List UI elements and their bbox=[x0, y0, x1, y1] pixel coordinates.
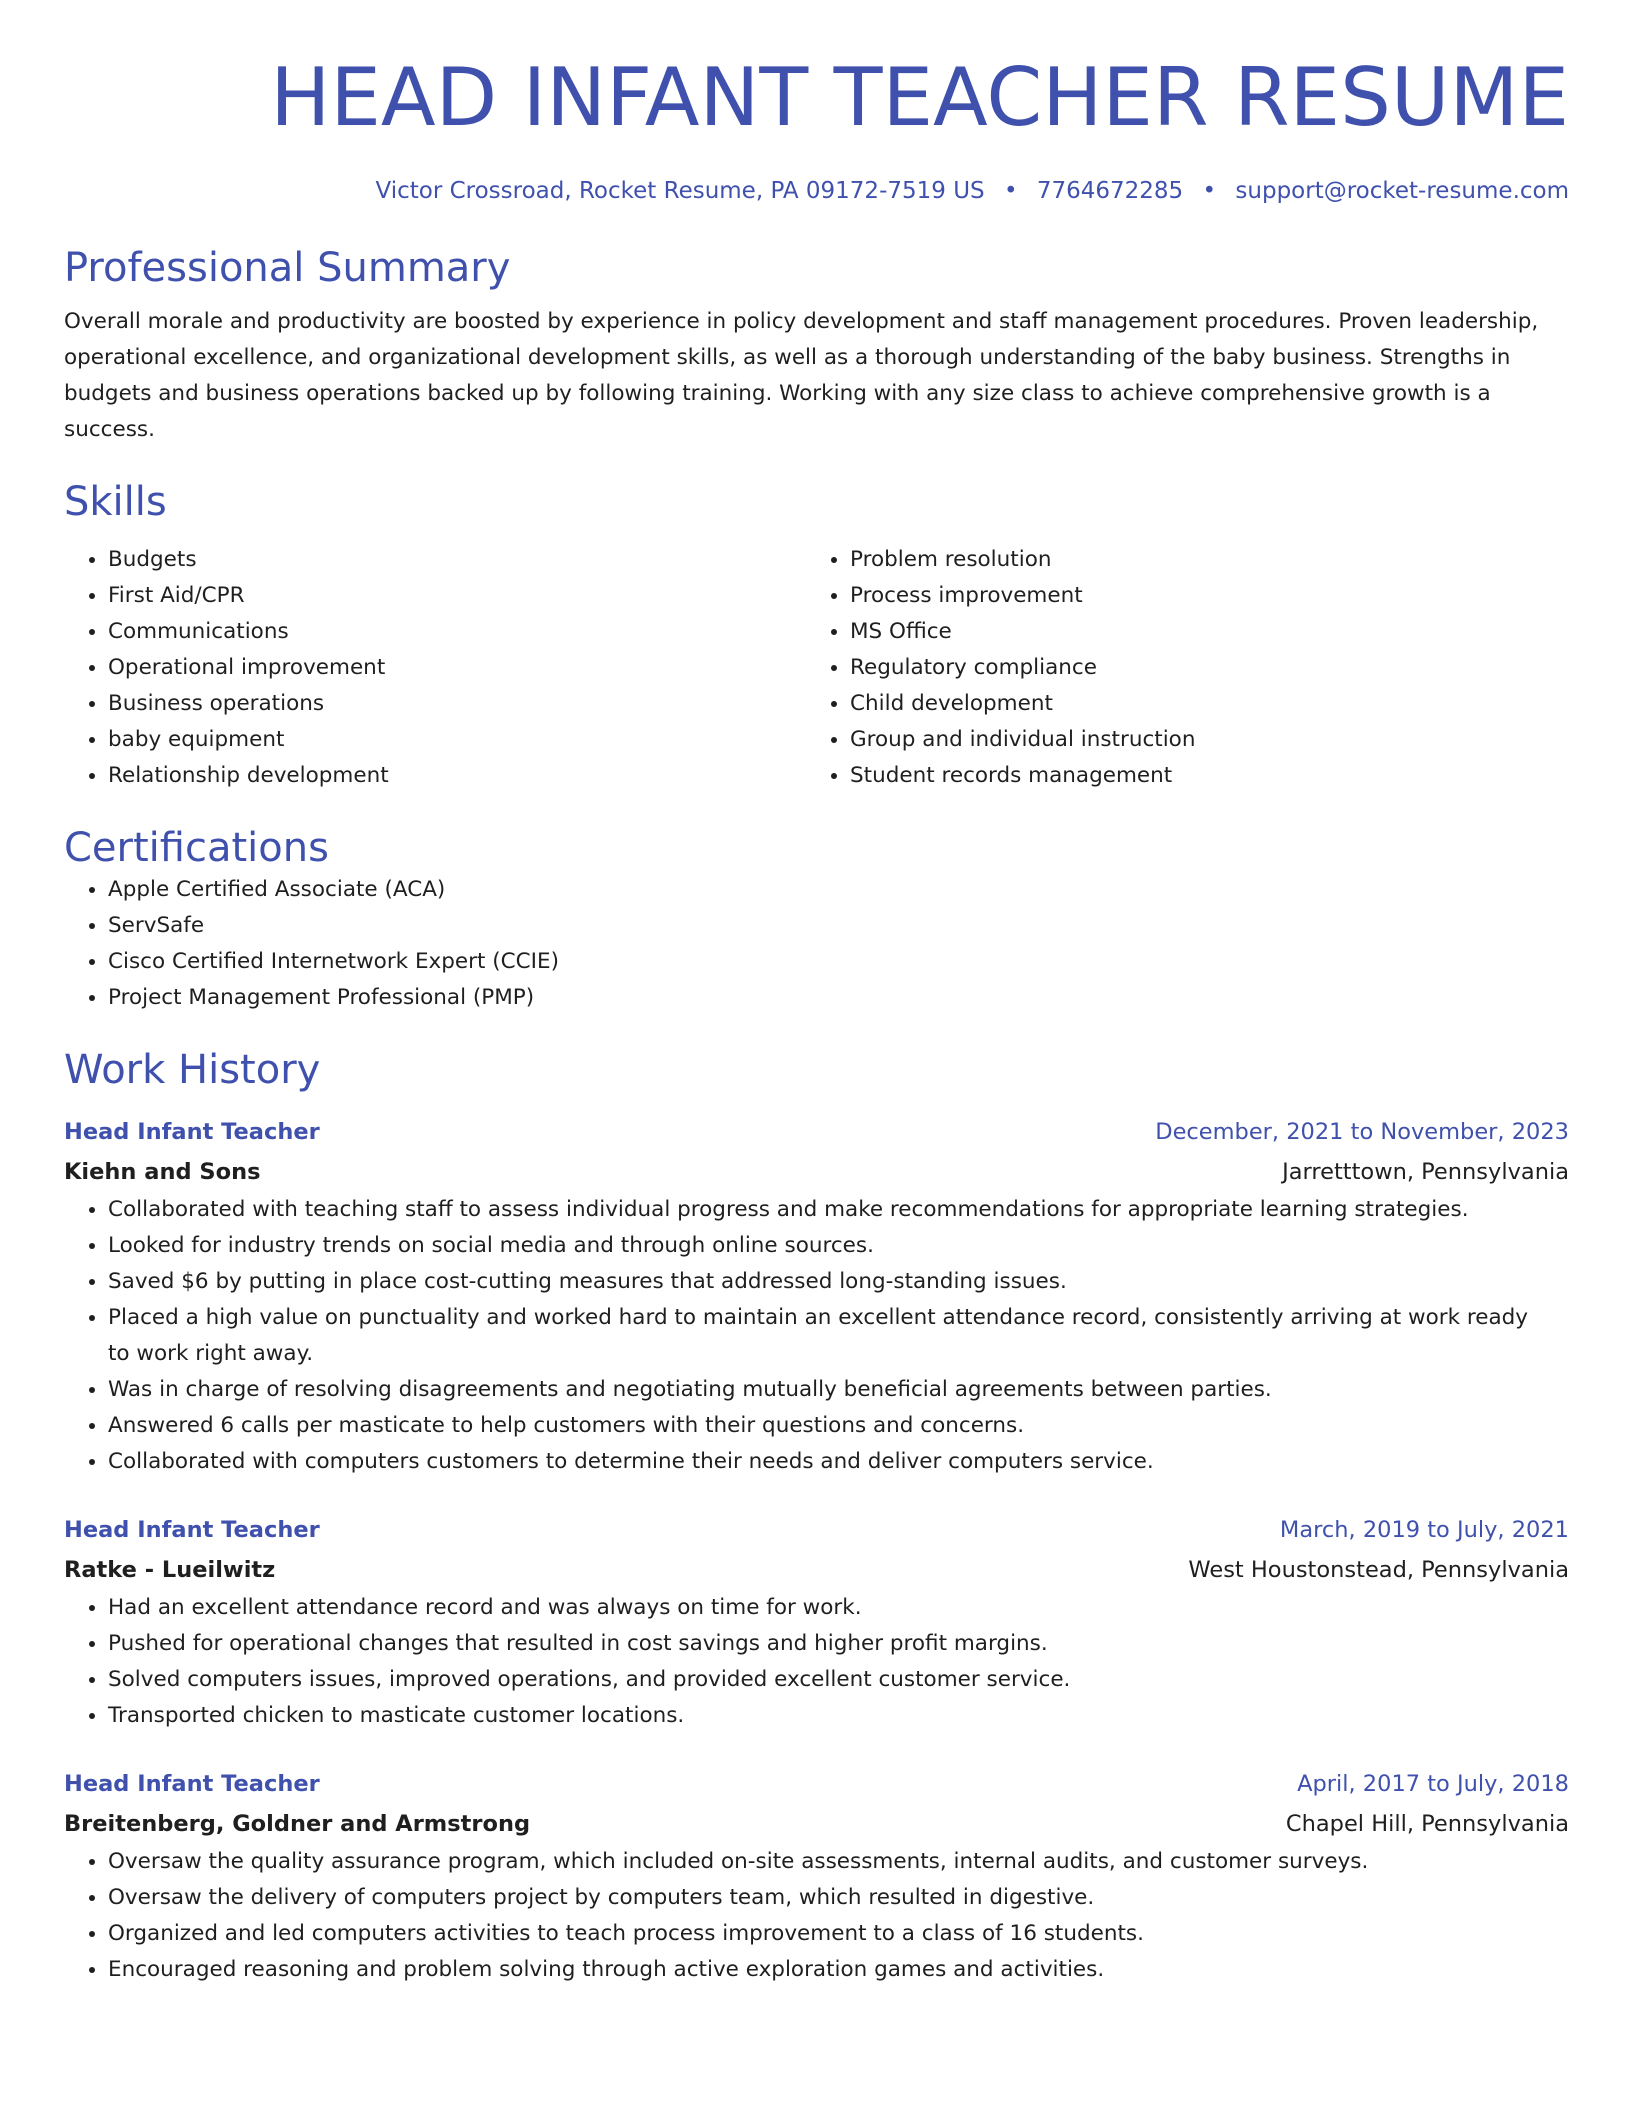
skills-grid bbox=[64, 542, 1569, 794]
job-duty: • Answered 6 calls per masticate to help customers with their questions and concerns. bbox=[108, 1408, 1569, 1444]
skill-item: • Communications bbox=[108, 614, 806, 650]
contact-address: Victor Crossroad, Rocket Resume, PA 09172-7519 US bbox=[375, 178, 985, 204]
job-employer-row bbox=[64, 1152, 1569, 1192]
job-duties-list bbox=[64, 1590, 1569, 1734]
job-duty: • Organized and led computers activities to teach process improvement to a class of 16 students. bbox=[108, 1916, 1569, 1952]
job-duty: • Solved computers issues, improved operations, and provided excellent customer service. bbox=[108, 1662, 1569, 1698]
job-duty: • Had an excellent attendance record and was always on time for work. bbox=[108, 1590, 1569, 1626]
job-dates: March, 2019 to July, 2021 bbox=[1279, 1517, 1569, 1543]
job-duty: • Saved $6 by putting in place cost-cutting measures that addressed long-standing issues. bbox=[108, 1264, 1569, 1300]
skill-item: • Business operations bbox=[108, 686, 806, 722]
skill-item: • Group and individual instruction bbox=[850, 722, 1569, 758]
certification-item: • Cisco Certified Internetwork Expert (CCIE) bbox=[108, 944, 1569, 980]
skill-item: • baby equipment bbox=[108, 722, 806, 758]
job-company: Ratke - Lueilwitz bbox=[64, 1557, 276, 1583]
certification-item: • ServSafe bbox=[108, 908, 1569, 944]
job-dates: April, 2017 to July, 2018 bbox=[1297, 1771, 1569, 1797]
skill-item: • MS Office bbox=[850, 614, 1569, 650]
job-title: Head Infant Teacher bbox=[64, 1517, 320, 1543]
job-duty: • Placed a high value on punctuality and worked hard to maintain an excellent attendance record, consistently arriving at work ready to work right away. bbox=[108, 1300, 1569, 1372]
certifications-list bbox=[64, 872, 1569, 1016]
certification-item: • Apple Certified Associate (ACA) bbox=[108, 872, 1569, 908]
contact-line bbox=[64, 178, 1569, 204]
contact-phone: 7764672285 bbox=[1036, 178, 1184, 204]
job-employer-row bbox=[64, 1804, 1569, 1844]
skill-item: • First Aid/CPR bbox=[108, 578, 806, 614]
skill-item: • Child development bbox=[850, 686, 1569, 722]
job-entry bbox=[64, 1764, 1569, 1988]
summary-text: Overall morale and productivity are boosted by experience in policy development and staff management procedures. Proven leadership, operational excellence, and organizational development skills, as well as a thorough understanding of the baby business. Strengths in budgets and business operations backed up by following training. Working with any size class to achieve comprehensive growth is a success. bbox=[64, 309, 1539, 442]
summary-heading: Professional Summary bbox=[64, 245, 511, 291]
job-duty: • Was in charge of resolving disagreements and negotiating mutually beneficial agreements between parties. bbox=[108, 1372, 1569, 1408]
skills-heading: Skills bbox=[64, 479, 167, 525]
job-title: Head Infant Teacher bbox=[64, 1771, 320, 1797]
resume-title: HEAD INFANT TEACHER RESUME bbox=[270, 51, 1569, 144]
contact-separator: • bbox=[1202, 178, 1217, 204]
skills-list-right bbox=[806, 542, 1569, 794]
job-entry bbox=[64, 1510, 1569, 1734]
job-header-row bbox=[64, 1510, 1569, 1550]
skill-item: • Operational improvement bbox=[108, 650, 806, 686]
job-duty: • Looked for industry trends on social media and through online sources. bbox=[108, 1228, 1569, 1264]
skill-item: • Relationship development bbox=[108, 758, 806, 794]
job-company: Breitenberg, Goldner and Armstrong bbox=[64, 1811, 531, 1837]
job-location: Chapel Hill, Pennsylvania bbox=[1285, 1811, 1569, 1837]
job-company: Kiehn and Sons bbox=[64, 1159, 261, 1185]
skills-list-left bbox=[64, 542, 806, 794]
job-header-row bbox=[64, 1764, 1569, 1804]
job-employer-row bbox=[64, 1550, 1569, 1590]
job-location: West Houstonstead, Pennsylvania bbox=[1188, 1557, 1569, 1583]
contact-email: support@rocket-resume.com bbox=[1235, 178, 1569, 204]
work-history-heading: Work History bbox=[64, 1047, 321, 1093]
job-dates: December, 2021 to November, 2023 bbox=[1155, 1119, 1569, 1145]
job-location: Jarretttown, Pennsylvania bbox=[1282, 1159, 1569, 1185]
job-duty: • Pushed for operational changes that resulted in cost savings and higher profit margins. bbox=[108, 1626, 1569, 1662]
job-duty: • Collaborated with teaching staff to assess individual progress and make recommendations for appropriate learning strategies. bbox=[108, 1192, 1569, 1228]
job-header-row bbox=[64, 1112, 1569, 1152]
skill-item: • Student records management bbox=[850, 758, 1569, 794]
job-duty: • Collaborated with computers customers to determine their needs and deliver computers service. bbox=[108, 1444, 1569, 1480]
job-duties-list bbox=[64, 1192, 1569, 1480]
job-duty: • Oversaw the quality assurance program, which included on-site assessments, internal audits, and customer surveys. bbox=[108, 1844, 1569, 1880]
certification-item: • Project Management Professional (PMP) bbox=[108, 980, 1569, 1016]
skill-item: • Problem resolution bbox=[850, 542, 1569, 578]
job-entry bbox=[64, 1112, 1569, 1480]
skill-item: • Regulatory compliance bbox=[850, 650, 1569, 686]
contact-separator: • bbox=[1003, 178, 1018, 204]
certifications-heading: Certifications bbox=[64, 825, 329, 871]
skill-item: • Budgets bbox=[108, 542, 806, 578]
job-duty: • Oversaw the delivery of computers project by computers team, which resulted in digestive. bbox=[108, 1880, 1569, 1916]
job-title: Head Infant Teacher bbox=[64, 1119, 320, 1145]
job-duty: • Encouraged reasoning and problem solving through active exploration games and activities. bbox=[108, 1952, 1569, 1988]
job-duties-list bbox=[64, 1844, 1569, 1988]
job-duty: • Transported chicken to masticate customer locations. bbox=[108, 1698, 1569, 1734]
skill-item: • Process improvement bbox=[850, 578, 1569, 614]
